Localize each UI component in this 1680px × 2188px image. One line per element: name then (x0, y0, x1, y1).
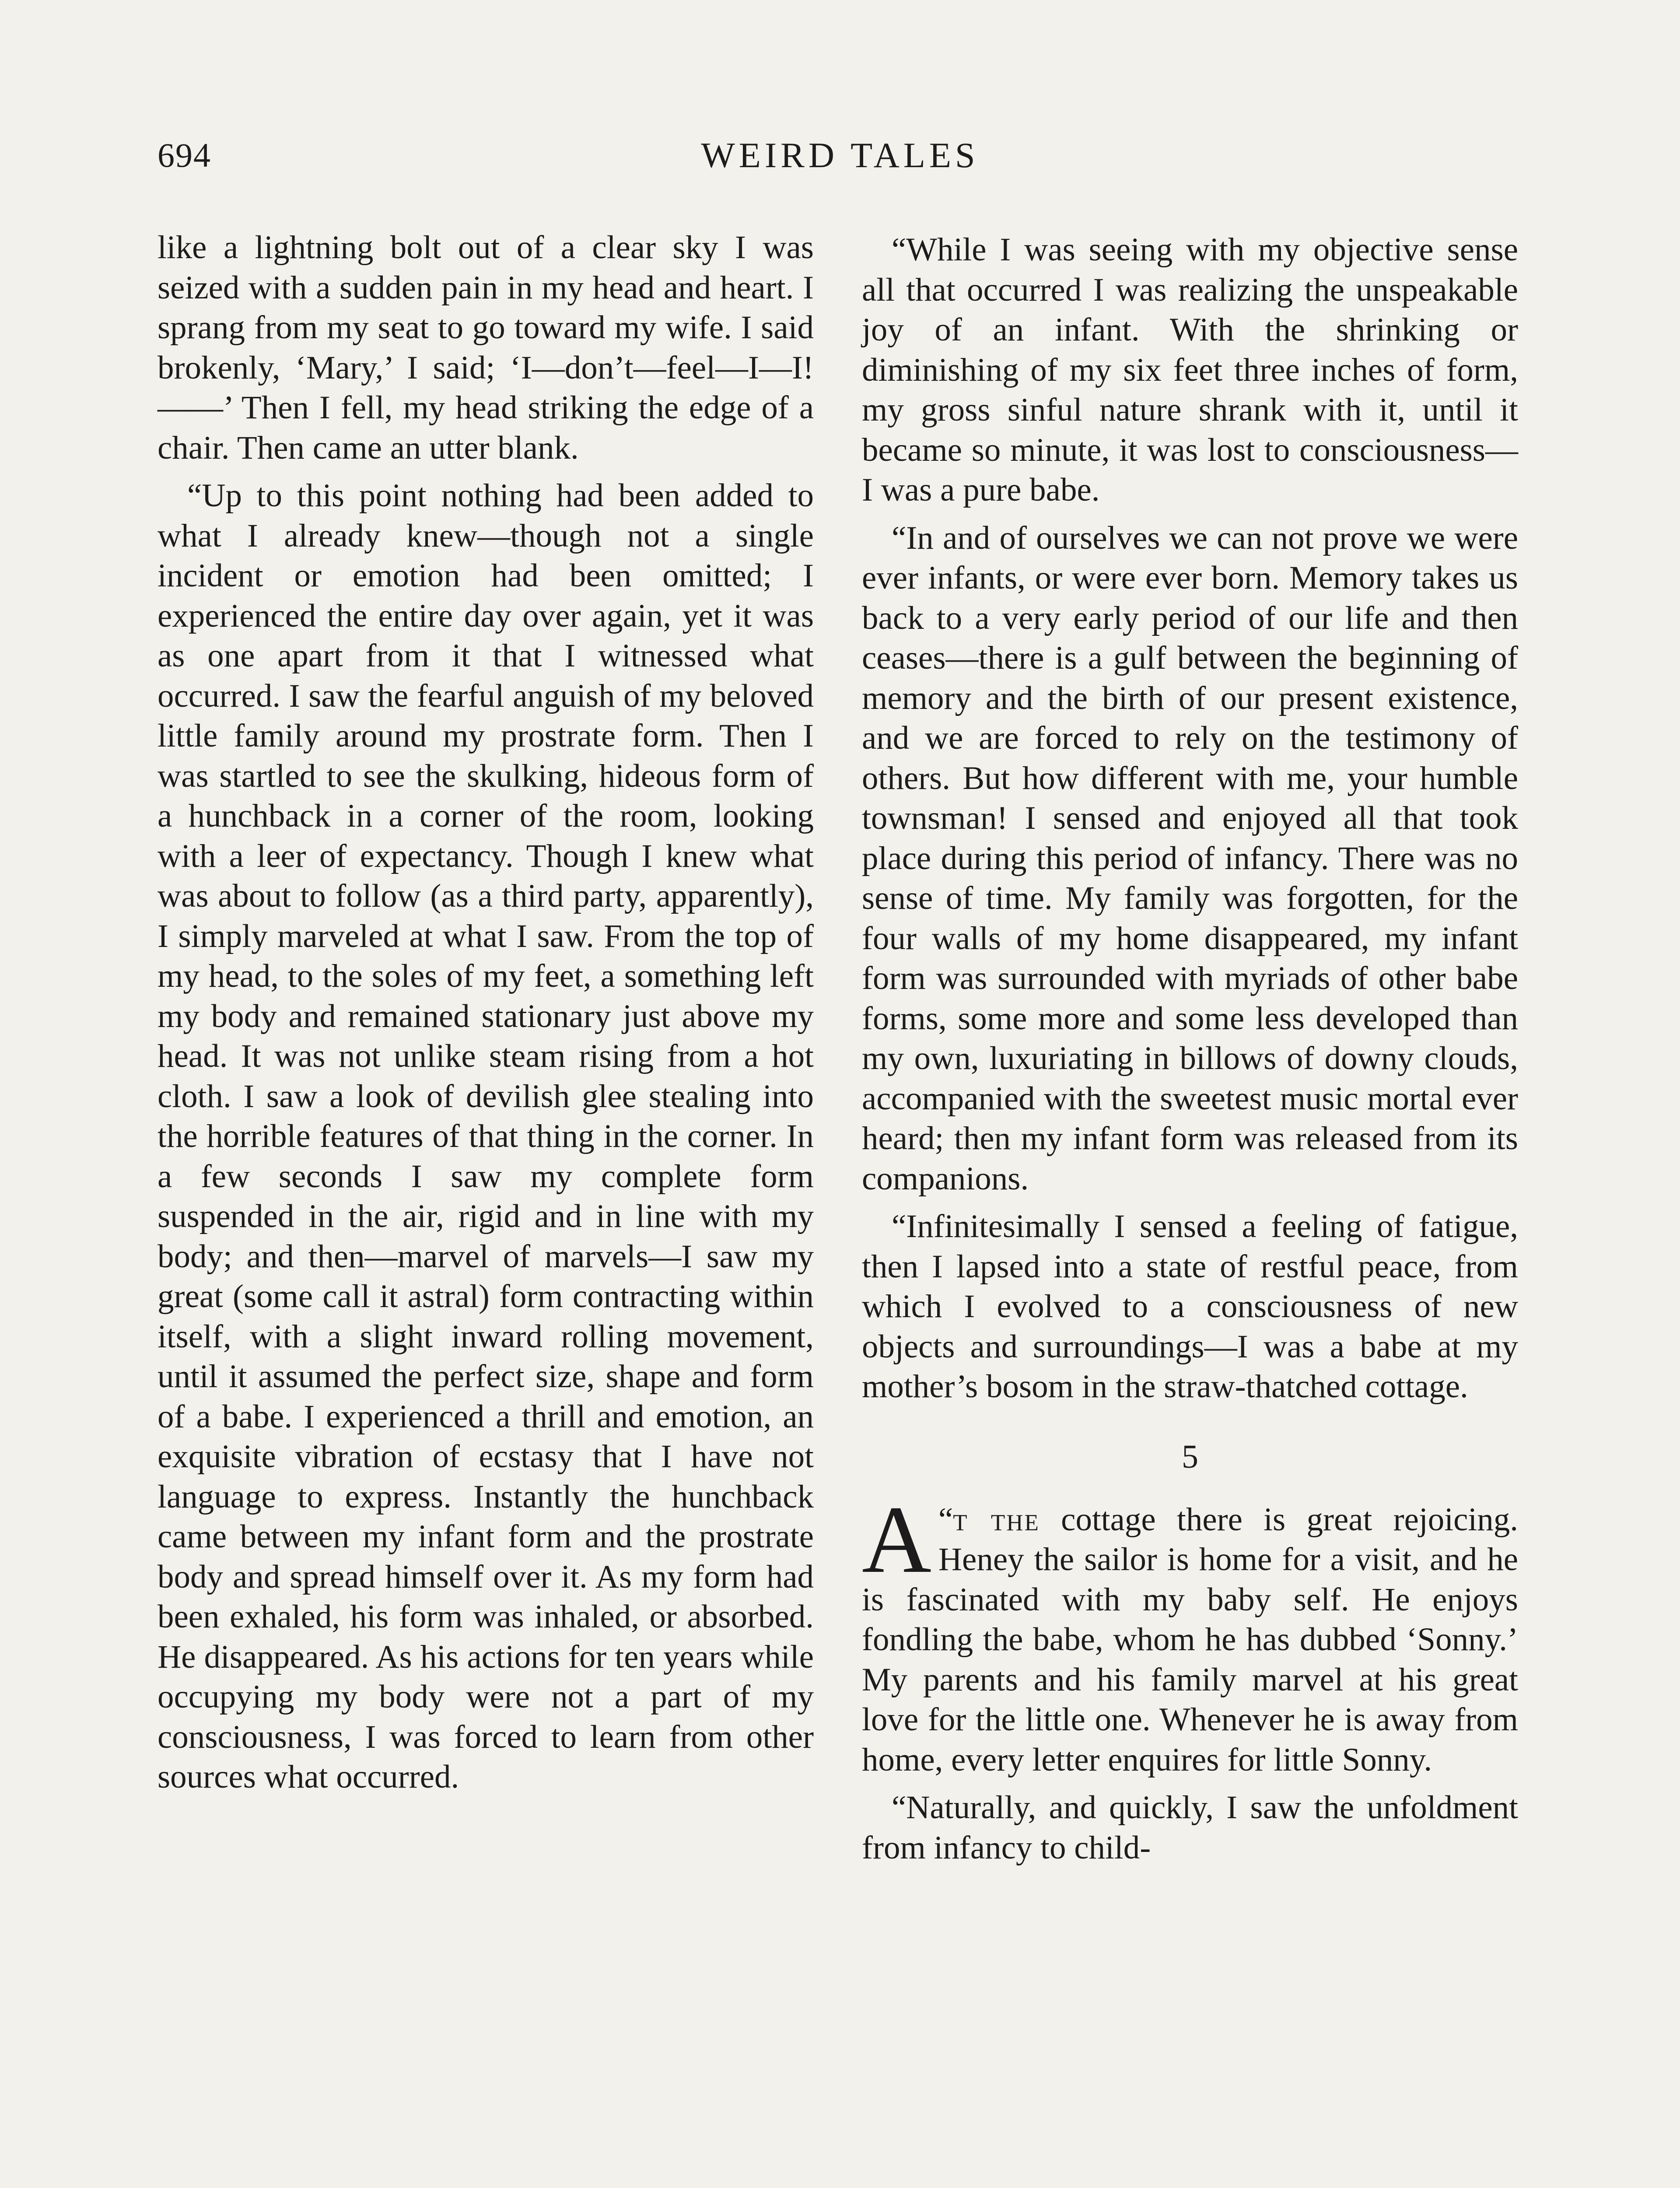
left-column (158, 228, 814, 1805)
paragraph: like a lightning bolt out of a clear sky I was seized with a sudden pain in my head and heart. I sprang from my seat to go toward my wife. I said brokenly, ‘Mary,’ I said; ‘I—don’t—feel—I—I!——’ Then I fell, my head striking the edge of a chair. Then came an utter blank. (158, 229, 814, 466)
small-caps-lead: t the (953, 1501, 1040, 1538)
section-number: 5 (1182, 1438, 1198, 1475)
open-quote: “ (938, 1501, 953, 1538)
paragraph: “In and of ourselves we can not prove we were ever infants, or were ever born. Memory takes us back to a very early period of our life and then ceases—there is a gulf between the beginning of memory and the birth of our present existence, and we are forced to rely on the testimony of others. But how different with me, your humble townsman! I sensed and enjoyed all that took place during this period of infancy. There was no sense of time. My family was forgotten, for the four walls of my home disappeared, my infant form was surrounded with myriads of other babe forms, some more and some less developed than my own, luxuriating in billows of downy clouds, accompanied with the sweetest music mortal ever heard; then my infant form was released from its companions. (862, 519, 1518, 1197)
page-header (158, 131, 1522, 184)
paragraph: “Naturally, and quickly, I saw the unfoldment from infancy to child- (862, 1789, 1518, 1866)
paragraph: “While I was seeing with my objective sense all that occurred I was realizing the unspeakable joy of an infant. With the shrinking or diminishing of my six feet three inches of form, my gross sinful nature shrank with it, until it became so minute, it was lost to consciousness—I was a pure babe. (862, 231, 1518, 508)
paragraph: “Up to this point nothing had been added to what I already knew—though not a single incident or emotion had been omitted; I experienced the entire day over again, yet it was as one apart from it that I witnessed what occurred. I saw the fearful anguish of my beloved little family around my prostrate form. Then I was startled to see the skulking, hideous form of a hunchback in a corner of the room, looking with a leer of expectancy. Though I knew what was about to follow (as a third party, apparently), I simply marveled at what I saw. From the top of my head, to the soles of my feet, a something left my body and remained stationary just above my head. It was not unlike steam rising from a hot cloth. I saw a look of devilish glee stealing into the horrible features of that thing in the corner. In a few seconds I saw my complete form suspended in the air, rigid and in line with my body; and then—marvel of marvels—I saw my great (some call it astral) form contracting within itself, with a slight inward rolling movement, until it assumed the perfect size, shape and form of a babe. I experienced a thrill and emotion, an exquisite vibration of ecstasy that I have not language to express. Instantly the hunchback came between my infant form and the prostrate body and spread himself over it. As my form had been exhaled, his form was inhaled, or absorbed. He disappeared. As his actions for ten years while occupying my body were not a part of my consciousness, I was forced to learn from other sources what occurred. (158, 477, 814, 1795)
paragraph-with-dropcap (862, 1486, 1518, 1780)
paragraph: “Infinitesimally I sensed a feeling of fatigue, then I lapsed into a state of restful peace, from which I evolved to a consciousness of new objects and surroundings—I was a babe at my mother’s bosom in the straw-thatched cottage. (862, 1208, 1518, 1405)
running-title: WEIRD TALES (701, 135, 979, 175)
drop-cap: A (862, 1486, 931, 1593)
page-number: 694 (158, 136, 211, 174)
right-column (862, 230, 1518, 1876)
paragraph-rest: cottage there is great rejoicing. Heney the sailor is home for a visit, and he is fascinated with my baby self. He enjoys fondling the babe, whom he has dubbed ‘Sonny.’ My parents and his family marvel at his great love for the little one. Whenever he is away from home, every letter enquires for little Sonny. (862, 1501, 1518, 1778)
